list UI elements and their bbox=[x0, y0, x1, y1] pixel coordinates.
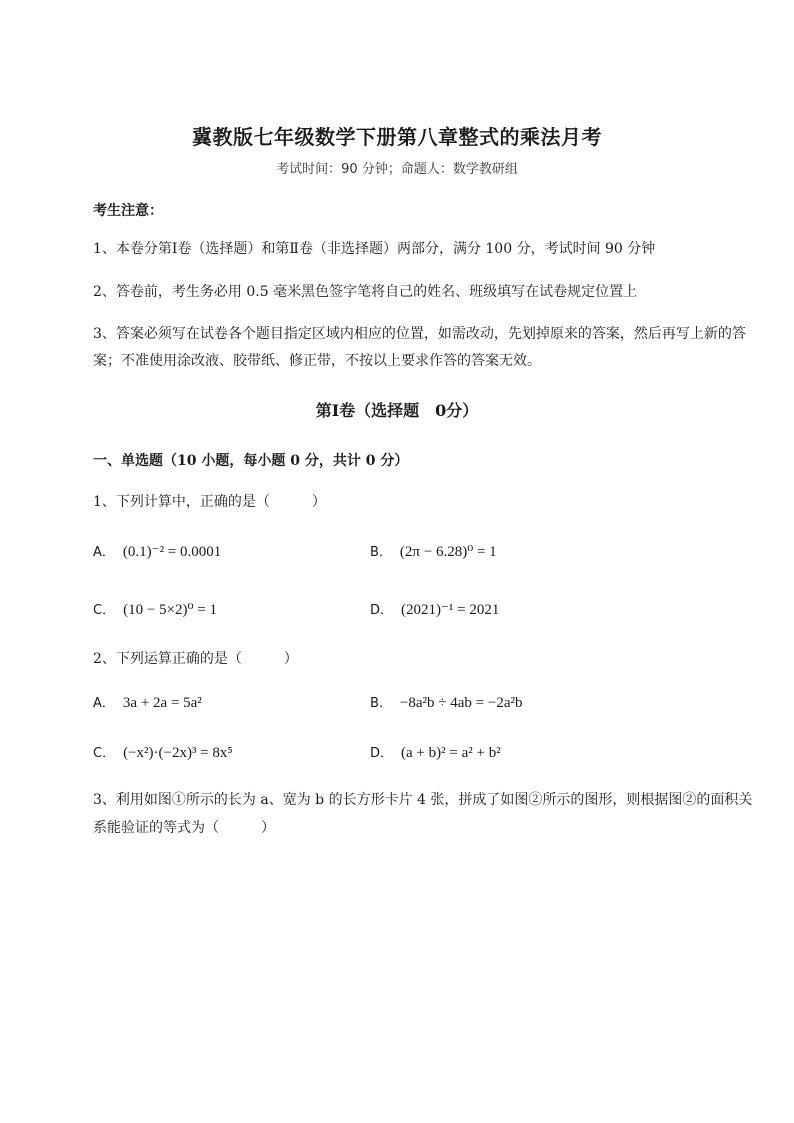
option-label: C． bbox=[93, 746, 116, 761]
option-label: D． bbox=[370, 746, 394, 761]
option-label: D． bbox=[370, 603, 394, 618]
exam-subtitle: 考试时间：90 分钟；命题人：数学教研组 bbox=[276, 162, 518, 177]
option-text: (a + b)² = a² + b² bbox=[401, 745, 501, 761]
section-title: 第Ⅰ卷（选择题 0分） bbox=[315, 401, 479, 420]
question-1-stem: 1、下列计算中，正确的是（ ） bbox=[93, 494, 326, 510]
question-1-option-b[interactable] bbox=[370, 541, 497, 561]
question-2-option-d[interactable] bbox=[370, 742, 501, 762]
option-text: (2021)⁻¹ = 2021 bbox=[401, 602, 500, 618]
option-text: (2π − 6.28)⁰ = 1 bbox=[399, 544, 497, 560]
option-text: (10 − 5×2)⁰ = 1 bbox=[123, 602, 217, 618]
option-label: C． bbox=[93, 603, 116, 618]
notice-item-2: 2、答卷前，考生务必用 0.5 毫米黑色签字笔将自己的姓名、班级填写在试卷规定位置上 bbox=[93, 284, 638, 300]
exam-title: 冀教版七年级数学下册第八章整式的乘法月考 bbox=[192, 125, 602, 149]
question-3-stem: 3、利用如图①所示的长为 a、宽为 b 的长方形卡片 4 张，拼成了如图②所示的图形，则根据图②的面积关系能验证的等式为（ ） bbox=[93, 792, 753, 836]
question-2-option-a[interactable] bbox=[93, 692, 202, 712]
option-text: (−x²)·(−2x)³ = 8x⁵ bbox=[123, 745, 233, 761]
option-text: 3a + 2a = 5a² bbox=[122, 695, 202, 711]
question-1-option-a[interactable] bbox=[93, 541, 221, 561]
question-2-stem: 2、下列运算正确的是（ ） bbox=[93, 651, 298, 667]
notice-item-1: 1、本卷分第Ⅰ卷（选择题）和第Ⅱ卷（非选择题）两部分，满分 100 分，考试时间 90 分钟 bbox=[93, 241, 656, 257]
question-1-option-d[interactable] bbox=[370, 599, 499, 619]
option-label: B． bbox=[370, 696, 392, 711]
option-label: A． bbox=[93, 545, 115, 560]
part-title: 一、单选题（10 小题，每小题 0 分，共计 0 分） bbox=[93, 453, 409, 469]
question-2-option-c[interactable] bbox=[93, 742, 233, 762]
notice-heading: 考生注意： bbox=[93, 203, 163, 219]
notice-item-3: 3、答案必须写在试卷各个题目指定区域内相应的位置，如需改动，先划掉原来的答案，然后再写上新的答案；不准使用涂改液、胶带纸、修正带，不按以上要求作答的答案无效。 bbox=[93, 326, 746, 369]
option-text: −8a²b ÷ 4ab = −2a²b bbox=[399, 695, 523, 711]
option-label: A． bbox=[93, 696, 115, 711]
question-2-option-b[interactable] bbox=[370, 692, 523, 712]
question-1-option-c[interactable] bbox=[93, 599, 217, 619]
option-text: (0.1)⁻² = 0.0001 bbox=[122, 544, 222, 560]
option-label: B． bbox=[370, 545, 392, 560]
